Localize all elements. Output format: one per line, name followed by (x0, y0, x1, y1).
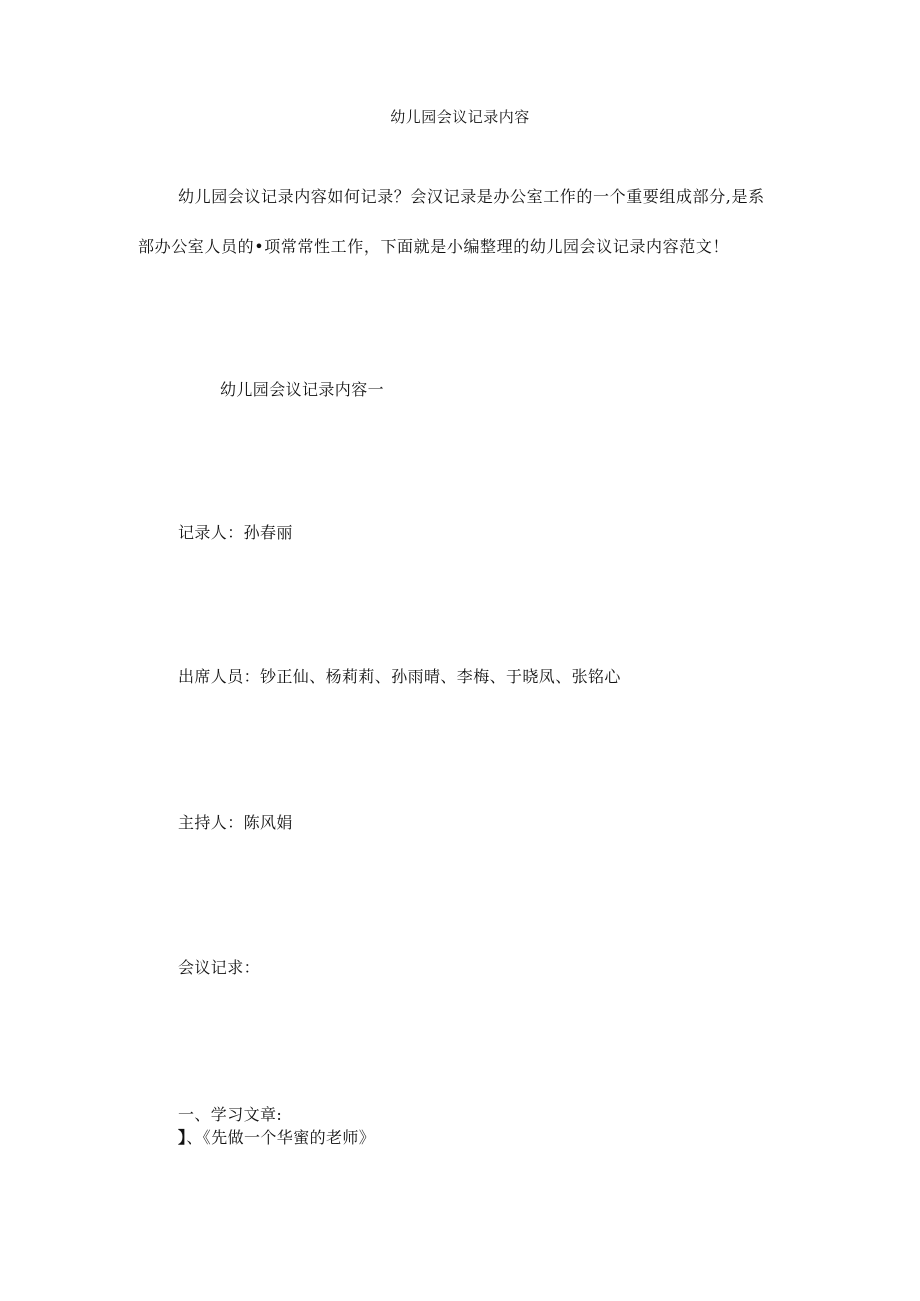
section-heading: 幼儿园会议记录内容一 (220, 380, 385, 399)
document-title: 幼儿园会议记录内容 (390, 108, 530, 126)
intro-paragraph-line-2: 部办公室人员的•项常常性工作，下面就是小编整理的幼儿园会议记录内容范文！ (138, 237, 730, 256)
study-item-marker: 】 (178, 1128, 187, 1147)
study-heading: 一、学习文章: (178, 1105, 283, 1124)
recorder-field: 记录人：孙春丽 (178, 523, 293, 542)
attendees-field: 出席人员：钞正仙、杨莉莉、孙雨晴、李梅、于晓凤、张铭心 (178, 667, 621, 686)
study-item-text: 、《先做一个华蜜的老师》 (186, 1128, 376, 1147)
study-item (178, 1130, 375, 1146)
intro-paragraph-line-1: 幼儿园会议记录内容如何记录？会汉记录是办公室工作的一个重要组成部分,是系 (178, 187, 765, 206)
host-field: 主持人：陈风娟 (178, 813, 293, 832)
minutes-label: 会议记求： (178, 958, 261, 977)
